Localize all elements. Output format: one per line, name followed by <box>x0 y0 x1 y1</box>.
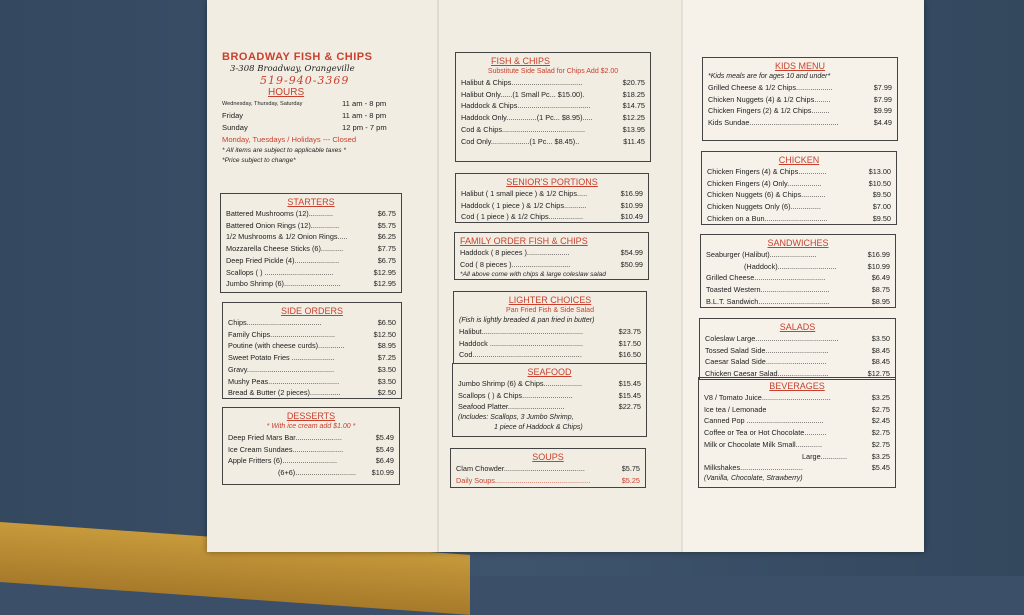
family-note: *All above come with chips & large coleslaw salad <box>460 271 606 279</box>
menu-item: Grilled Cheese................................... $6.49 <box>706 273 890 283</box>
section-title: SALADS <box>779 322 816 332</box>
menu-item: Cod ( 1 piece ) & 1/2 Chips................. $10.49 <box>461 212 643 222</box>
menu-item: 1/2 Mushrooms & 1/2 Onion Rings..... $6.25 <box>226 232 396 242</box>
menu-item: Ice tea / Lemonade $2.75 <box>704 404 890 414</box>
menu-item: Ice Cream Sundaes......................... $5.49 <box>228 444 394 454</box>
menu-item: Tossed Salad Side............................... $8.45 <box>705 345 890 355</box>
menu-item: Milkshakes............................... $5.45 <box>704 463 890 473</box>
menu-item: Large............. $3.25 <box>802 451 890 461</box>
menu-item: Chips..................................... $6.50 <box>228 318 396 327</box>
menu-item: Halibut Only......(1 Small Pc... $15.00). $18.25 <box>461 89 645 99</box>
menu-item: Haddock Only...............(1 Pc... $8.95)..... $12.25 <box>461 113 645 123</box>
milkshake-flavors: (Vanilla, Chocolate, Strawberry) <box>704 474 803 482</box>
menu-item: Deep Fried Mars Bar....................... $5.49 <box>228 433 394 442</box>
salads-section <box>699 318 896 380</box>
beverages-section <box>698 377 896 488</box>
soups-section <box>450 448 646 488</box>
fish-chips-note: Substitute Side Salad for Chips Add $2.00 <box>487 68 619 75</box>
menu-item: Seafood Platter............................ $22.75 <box>458 402 641 412</box>
section-title: LIGHTER CHOICES <box>508 295 592 305</box>
hours-title: HOURS <box>268 86 305 98</box>
seafood-section <box>452 363 647 437</box>
menu-item: Milk or Chocolate Milk Small............. $2.75 <box>704 439 890 449</box>
shop-phone: 519-940-3369 <box>260 74 350 88</box>
menu-item: Mozzarella Cheese Sticks (6)........... $7.75 <box>226 244 396 254</box>
hours-row: Sunday 12 pm - 7 pm <box>222 123 387 133</box>
menu-item: Chicken Caesar Salad......................... $12.75 <box>705 369 890 379</box>
menu-item: (Haddock)............................. $10.99 <box>744 261 890 271</box>
section-title: SANDWICHES <box>767 238 829 248</box>
section-title: KIDS MENU <box>774 61 825 71</box>
lighter-subtitle: Pan Fried Fish & Side Salad <box>506 307 594 314</box>
section-title: SIDE ORDERS <box>280 306 343 316</box>
family-order-section <box>454 232 649 280</box>
desserts-section <box>222 407 400 485</box>
shop-name: BROADWAY FISH & CHIPS <box>222 51 373 63</box>
kids-note: *Kids meals are for ages 10 and under* <box>708 73 831 80</box>
menu-item: V8 / Tomato Juice.................................. $3.25 <box>704 393 890 402</box>
hours-row: Friday 11 am - 8 pm <box>222 111 387 121</box>
menu-item: Coleslaw Large......................................... $3.50 <box>705 334 890 343</box>
menu-item: Kids Sundae............................................ $4.49 <box>708 118 892 128</box>
section-title: SEAFOOD <box>527 367 572 377</box>
starters-section <box>220 193 402 293</box>
section-title: BEVERAGES <box>769 381 825 391</box>
menu-item: Toasted Western.................................. $8.75 <box>706 285 890 295</box>
seniors-section <box>455 173 649 223</box>
closed-days: Monday, Tuesdays / Holidays --- Closed <box>222 135 357 145</box>
menu-item: Jumbo Shrimp (6)............................ $12.95 <box>226 279 396 289</box>
menu-item: Daily Soups............................................... $5.25 <box>456 475 640 485</box>
menu-item: Chicken Fingers (2) & 1/2 Chips......... $9.99 <box>708 106 892 116</box>
fold-line-left <box>437 0 439 552</box>
side-orders-section <box>222 302 402 399</box>
menu-item: Jumbo Shrimp (6) & Chips................... $15.45 <box>458 379 641 388</box>
menu-item: Mushy Peas................................... $3.50 <box>228 376 396 386</box>
menu-item: Haddock ( 1 piece ) & 1/2 Chips........... $10.99 <box>461 200 643 210</box>
menu-item: Canned Pop ...................................... $2.45 <box>704 416 890 426</box>
seafood-note: (Includes: Scallops, 3 Jumbo Shrimp, <box>458 414 574 422</box>
menu-header <box>222 52 402 166</box>
menu-item: Caesar Salad Side.............................. $8.45 <box>705 357 890 367</box>
menu-item: Chicken Nuggets (6) & Chips............ $9.50 <box>707 190 891 200</box>
menu-item: Chicken on a Bun............................... $9.50 <box>707 213 891 223</box>
section-title: SENIOR'S PORTIONS <box>506 177 598 187</box>
menu-item: Halibut & Chips................................... $20.75 <box>461 78 645 87</box>
seafood-note: 1 piece of Haddock & Chips) <box>494 424 583 432</box>
desserts-note: * With ice cream add $1.00 * <box>266 423 356 430</box>
menu-item: Haddock & Chips.................................... $14.75 <box>461 101 645 111</box>
menu-item: Scallops ( ) & Chips......................... $15.45 <box>458 390 641 400</box>
menu-item: Deep Fried Pickle (4)...................... $6.75 <box>226 255 396 265</box>
menu-item: Chicken Nuggets (4) & 1/2 Chips........ $7.99 <box>708 94 892 104</box>
sandwiches-section <box>700 234 896 308</box>
fish-chips-section <box>455 52 651 162</box>
menu-item: Chicken Nuggets Only (6)............... $7.00 <box>707 202 891 212</box>
menu-item: Scallops ( ) .................................. $12.95 <box>226 267 396 277</box>
menu-item: Cod Only...................(1 Pc... $8.45).. $11.45 <box>461 136 645 146</box>
menu-item: Clam Chowder........................................ $5.75 <box>456 464 640 473</box>
price-note: *Price subject to change* <box>222 157 296 165</box>
taxes-note: * All items are subject to applicable taxes * <box>222 147 346 155</box>
menu-item: B.L.T. Sandwich................................... $8.95 <box>706 296 890 306</box>
menu-item: (6+6).............................. $10.99 <box>278 468 394 478</box>
menu-item: Coffee or Tea or Hot Chocolate........... $2.75 <box>704 428 890 438</box>
menu-item: Battered Mushrooms (12)............ $6.75 <box>226 209 396 218</box>
menu-item: Haddock .............................................. $17.50 <box>459 338 641 348</box>
kids-menu-section <box>702 57 898 141</box>
section-title: DESSERTS <box>286 411 336 421</box>
menu-item: Poutine (with cheese curds)............. $8.95 <box>228 341 396 351</box>
section-title: CHICKEN <box>778 155 820 165</box>
shop-address: 3-308 Broadway, Orangeville <box>230 63 355 74</box>
menu-item: Cod ( 8 pieces )............................. $50.99 <box>460 259 643 269</box>
section-title: FISH & CHIPS <box>491 56 551 66</box>
menu-item: Chicken Fingers (4) Only................. $10.50 <box>707 178 891 188</box>
menu-item: Cod & Chips......................................... $13.95 <box>461 124 645 134</box>
section-title: STARTERS <box>287 197 335 207</box>
menu-item: Gravy........................................... $3.50 <box>228 364 396 374</box>
menu-item: Chicken Fingers (4) & Chips.............. $13.00 <box>707 167 891 176</box>
menu-item: Sweet Potato Fries ..................... $7.25 <box>228 353 396 363</box>
menu-item: Grilled Cheese & 1/2 Chips.................. $7.99 <box>708 83 892 92</box>
lighter-choices-section <box>453 291 647 364</box>
chicken-section <box>701 151 897 225</box>
menu-item: Halibut ( 1 small piece ) & 1/2 Chips..... $16.99 <box>461 189 643 198</box>
section-title: FAMILY ORDER FISH & CHIPS <box>460 236 588 246</box>
hours-row: Wednesday, Thursday, Saturday 11 am - 8 pm <box>222 99 387 109</box>
fold-line-right <box>681 0 683 552</box>
menu-item: Apple Fritters (6)........................... $6.49 <box>228 456 394 466</box>
menu-item: Family Chips................................ $12.50 <box>228 329 396 339</box>
menu-item: Halibut.................................................. $23.75 <box>459 327 641 336</box>
menu-item: Haddock ( 8 pieces )..................... $54.99 <box>460 248 643 257</box>
lighter-note: (Fish is lightly breaded & pan fried in butter) <box>459 317 595 324</box>
menu-item: Bread & Butter (2 pieces)............... $2.50 <box>228 388 396 398</box>
menu-item: Cod...................................................... $16.50 <box>459 350 641 360</box>
section-title: SOUPS <box>532 452 564 462</box>
menu-item: Battered Onion Rings (12).............. $5.75 <box>226 220 396 230</box>
menu-item: Seaburger (Halibut)....................... $16.99 <box>706 250 890 259</box>
